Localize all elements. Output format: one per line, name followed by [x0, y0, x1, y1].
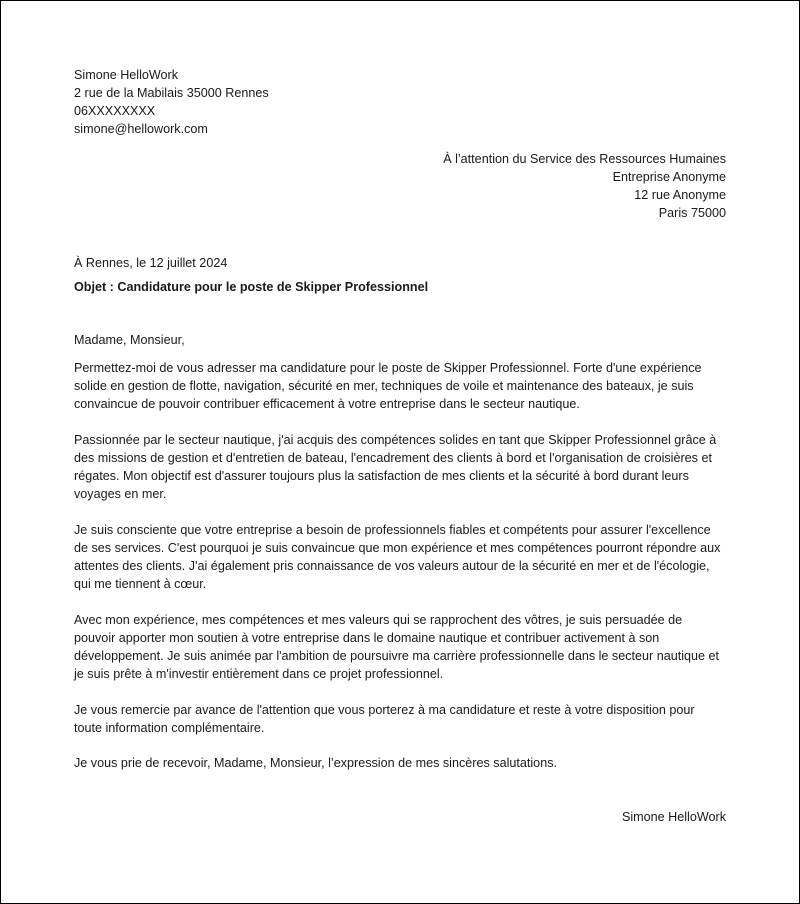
- closing-line: Je vous prie de recevoir, Madame, Monsieur, l’expression de mes sincères salutations.: [74, 756, 557, 770]
- letter-content: [74, 66, 726, 826]
- recipient-street: 12 rue Anonyme: [634, 188, 726, 202]
- sender-name: Simone HelloWork: [74, 68, 179, 82]
- body-paragraph: Je suis consciente que votre entreprise a besoin de professionnels fiables et compétents pour assurer l'excellence de ses services. C'est pourquoi je suis convaincue que mon expérience et mes compétences pourront répondre aux attentes des clients. J'ai également pris connaissance de vos valeurs autour de la sécurité en mer et de l'écologie, qui me tiennent à cœur.: [74, 523, 721, 591]
- recipient-company: Entreprise Anonyme: [612, 170, 726, 184]
- recipient-attention: À l’attention du Service des Ressources Humaines: [443, 152, 726, 166]
- body-paragraph: Permettez-moi de vous adresser ma candidature pour le poste de Skipper Professionnel. Forte d'une expérience solide en gestion de flotte, navigation, sécurité en mer, techniques de voile et maintenance des bateaux, je suis convaincue de pouvoir contribuer efficacement à votre entreprise dans le secteur nautique.: [74, 361, 702, 411]
- body-paragraph: Je vous remercie par avance de l'attention que vous porterez à ma candidature et reste à votre disposition pour toute information complémentaire.: [74, 703, 695, 735]
- sender-phone: 06XXXXXXXX: [74, 104, 156, 118]
- sender-email: simone@hellowork.com: [74, 122, 208, 136]
- sender-block: [74, 66, 726, 138]
- body-paragraph: Avec mon expérience, mes compétences et mes valeurs qui se rapprochent des vôtres, je suis persuadée de pouvoir apporter mon soutien à votre entreprise dans le domaine nautique et contribuer activement à son développement. Je suis animée par l'ambition de poursuivre ma carrière professionnelle dans le secteur nautique et je suis prête à m'investir entièrement dans ce projet professionnel.: [74, 613, 720, 681]
- recipient-city: Paris 75000: [658, 206, 726, 220]
- signature: Simone HelloWork: [621, 810, 726, 824]
- date-line: À Rennes, le 12 juillet 2024: [74, 256, 228, 270]
- subject-line: Objet : Candidature pour le poste de Skipper Professionnel: [74, 280, 429, 294]
- sender-address: 2 rue de la Mabilais 35000 Rennes: [74, 86, 269, 100]
- salutation: Madame, Monsieur,: [74, 333, 185, 347]
- body-paragraph: Passionnée par le secteur nautique, j'ai acquis des compétences solides en tant que Skipper Professionnel grâce à des missions de gestion et d'entretien de bateau, l'encadrement des clients à bord et l'organisation de croisières et régates. Mon objectif est d'assurer toujours plus la satisfaction de mes clients et la sécurité à bord durant leurs voyages en mer.: [74, 433, 717, 501]
- recipient-block: [74, 150, 726, 222]
